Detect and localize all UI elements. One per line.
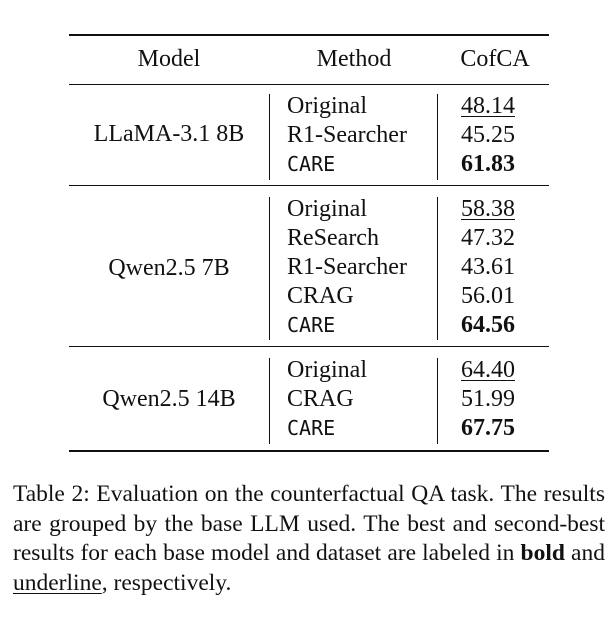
- method-cell: CARE: [287, 313, 336, 337]
- caption-text: Table 2: Evaluation on the counterfactual QA task. The results are grouped by the base LLM used. The best and second-best results for each base model and dataset are labeled in: [13, 481, 605, 566]
- model-name: LLaMA-3.1 8B: [93, 121, 245, 147]
- group-rule: [69, 185, 549, 186]
- group-rule: [69, 346, 549, 347]
- score-cell: 64.40: [461, 357, 515, 383]
- score-cell: 47.32: [461, 225, 515, 251]
- caption-text: , respectively.: [101, 569, 232, 596]
- column-divider: [437, 358, 438, 444]
- score-list: [461, 356, 549, 443]
- method-cell: ReSearch: [287, 225, 379, 251]
- model-name: Qwen2.5 14B: [102, 386, 236, 412]
- method-cell: CRAG: [287, 386, 354, 412]
- method-cell: R1-Searcher: [287, 122, 407, 148]
- method-cell: Original: [287, 93, 367, 119]
- score-cell: 58.38: [461, 196, 515, 222]
- column-divider: [269, 94, 270, 180]
- header-method: Method: [316, 46, 392, 72]
- method-cell: R1-Searcher: [287, 254, 407, 280]
- column-divider: [437, 197, 438, 340]
- score-list: [461, 92, 549, 179]
- table-bottom-rule: [69, 450, 549, 452]
- method-cell: Original: [287, 196, 367, 222]
- score-cell: 56.01: [461, 283, 515, 309]
- score-cell: 43.61: [461, 254, 515, 280]
- column-divider: [437, 94, 438, 180]
- header-cofca: CofCA: [460, 46, 530, 72]
- method-cell: Original: [287, 357, 367, 383]
- column-divider: [269, 358, 270, 444]
- group-qwen2-5-7b: [69, 195, 549, 342]
- method-list: [287, 195, 437, 340]
- score-cell: 61.83: [461, 151, 515, 177]
- caption-bold-word: bold: [520, 540, 565, 566]
- group-llama-3-1-8b: [69, 92, 549, 183]
- score-cell: 64.56: [461, 312, 515, 338]
- method-list: [287, 92, 437, 179]
- header-rule: [69, 84, 549, 85]
- method-list: [287, 356, 437, 443]
- group-qwen2-5-14b: [69, 356, 549, 447]
- model-name: Qwen2.5 7B: [108, 255, 230, 281]
- score-cell: 48.14: [461, 93, 515, 119]
- method-cell: CRAG: [287, 283, 354, 309]
- score-cell: 45.25: [461, 122, 515, 148]
- score-cell: 51.99: [461, 386, 515, 412]
- method-cell: CARE: [287, 152, 336, 176]
- table-top-rule: [69, 34, 549, 36]
- table-caption: [13, 480, 605, 598]
- score-cell: 67.75: [461, 415, 515, 441]
- caption-underline-word: underline: [13, 569, 102, 596]
- method-cell: CARE: [287, 416, 336, 440]
- header-model: Model: [137, 46, 201, 72]
- score-list: [461, 195, 549, 340]
- caption-text: and: [564, 540, 605, 566]
- column-divider: [269, 197, 270, 340]
